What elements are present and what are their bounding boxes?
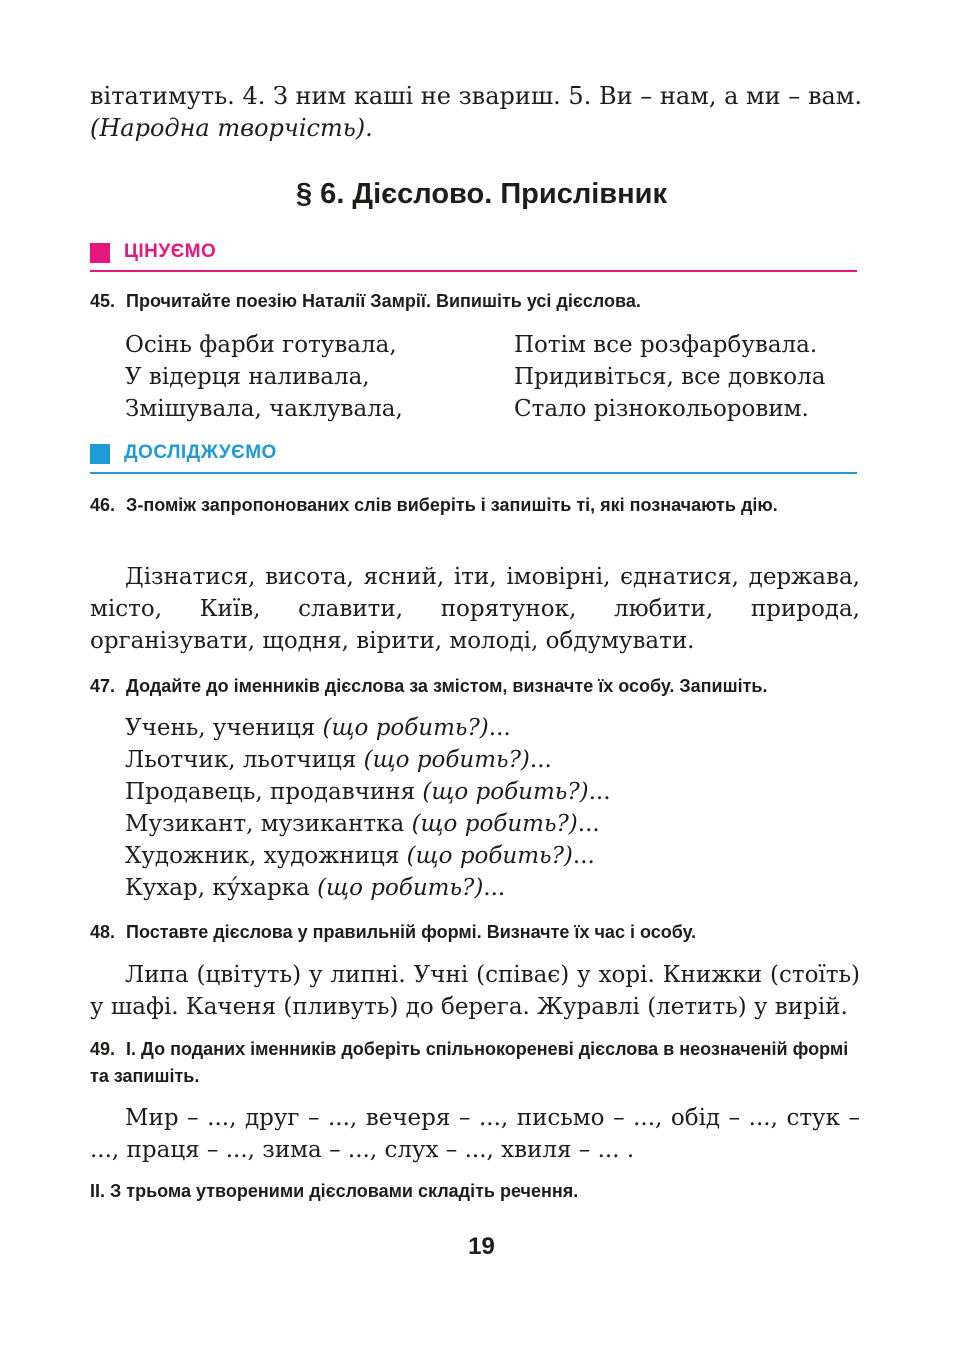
pink-square-icon (90, 243, 110, 263)
task-number: 46. (90, 495, 116, 515)
task-45 (90, 288, 860, 315)
list-item: Художник, художниця (що робить?)... (125, 843, 595, 869)
task-number: 49. (90, 1039, 116, 1059)
header-value-rule (90, 270, 857, 272)
poem-line: Осінь фарби готувала, (125, 332, 397, 358)
task-text: З-поміж запропонованих слів виберіть і запишіть ті, які позначають дію. (126, 495, 778, 515)
header-value: ЦІНУЄМО (124, 241, 217, 262)
header-research: ДОСЛІДЖУЄМО (124, 442, 277, 463)
section-title: § 6. Дієслово. Прислівник (296, 178, 667, 210)
page-number: 19 (468, 1233, 495, 1260)
poem-line: Потім все розфарбувала. (514, 332, 818, 358)
task-49-words: Мир – ..., друг – ..., вечеря – ..., письмо – ..., обід – ..., стук – ..., праця – ..., зима – ..., слух – ..., хвиля – ... . (90, 1105, 860, 1163)
task-text: І. До поданих іменників доберіть спільнокореневі дієслова в неозначеній формі та запишіть. (90, 1039, 849, 1086)
task-text: Прочитайте поезію Наталії Замрії. Випишіть усі дієслова. (126, 291, 641, 311)
intro-text (90, 80, 870, 144)
task-46 (90, 492, 860, 519)
task-49-part2: ІІ. З трьома утвореними дієсловами складіть речення. (90, 1181, 579, 1201)
blue-square-icon (90, 444, 110, 464)
intro-line: вітатимуть. 4. З ним каші не звариш. 5. Ви – нам, а ми – вам. (90, 82, 863, 110)
task-46-words: Дізнатися, висота, ясний, іти, імовірні, єднатися, держава, місто, Київ, славити, порятунок, любити, природа, організувати, щодня, вірити, молоді, обдумувати. (90, 564, 860, 654)
poem-left-column (125, 329, 403, 425)
list-item: Продавець, продавчиня (що робить?)... (125, 779, 611, 805)
poem-line: Стало різнокольоровим. (514, 396, 809, 422)
task-47 (90, 673, 860, 700)
task-number: 47. (90, 676, 116, 696)
list-item: Льотчик, льотчиця (що робить?)... (125, 747, 552, 773)
list-item: Учень, учениця (що робить?)... (125, 715, 511, 741)
poem-line: Придивіться, все довкола (514, 364, 826, 390)
task-text: Поставте дієслова у правильній формі. Визначте їх час і особу. (126, 922, 697, 942)
poem-right-column (514, 329, 825, 425)
header-research-rule (90, 472, 857, 474)
task-48-sentences: Липа (цвітуть) у липні. Учні (співає) у хорі. Книжки (стоїть) у шафі. Каченя (пливуть) до берега. Журавлі (летить) у вирій. (90, 962, 860, 1020)
poem-line: У відерця наливала, (125, 364, 370, 390)
task-47-list (125, 712, 611, 904)
task-49 (90, 1036, 860, 1090)
task-text: Додайте до іменників дієслова за змістом, визначте їх особу. Запишіть. (126, 676, 768, 696)
task-48 (90, 919, 860, 946)
intro-source: (Народна творчість). (90, 114, 373, 142)
task-number: 45. (90, 291, 116, 311)
list-item: Кухар, ку́харка (що робить?)... (125, 875, 506, 901)
poem-line: Змішувала, чаклувала, (125, 396, 403, 422)
task-number: 48. (90, 922, 116, 942)
list-item: Музикант, музикантка (що робить?)... (125, 811, 600, 837)
